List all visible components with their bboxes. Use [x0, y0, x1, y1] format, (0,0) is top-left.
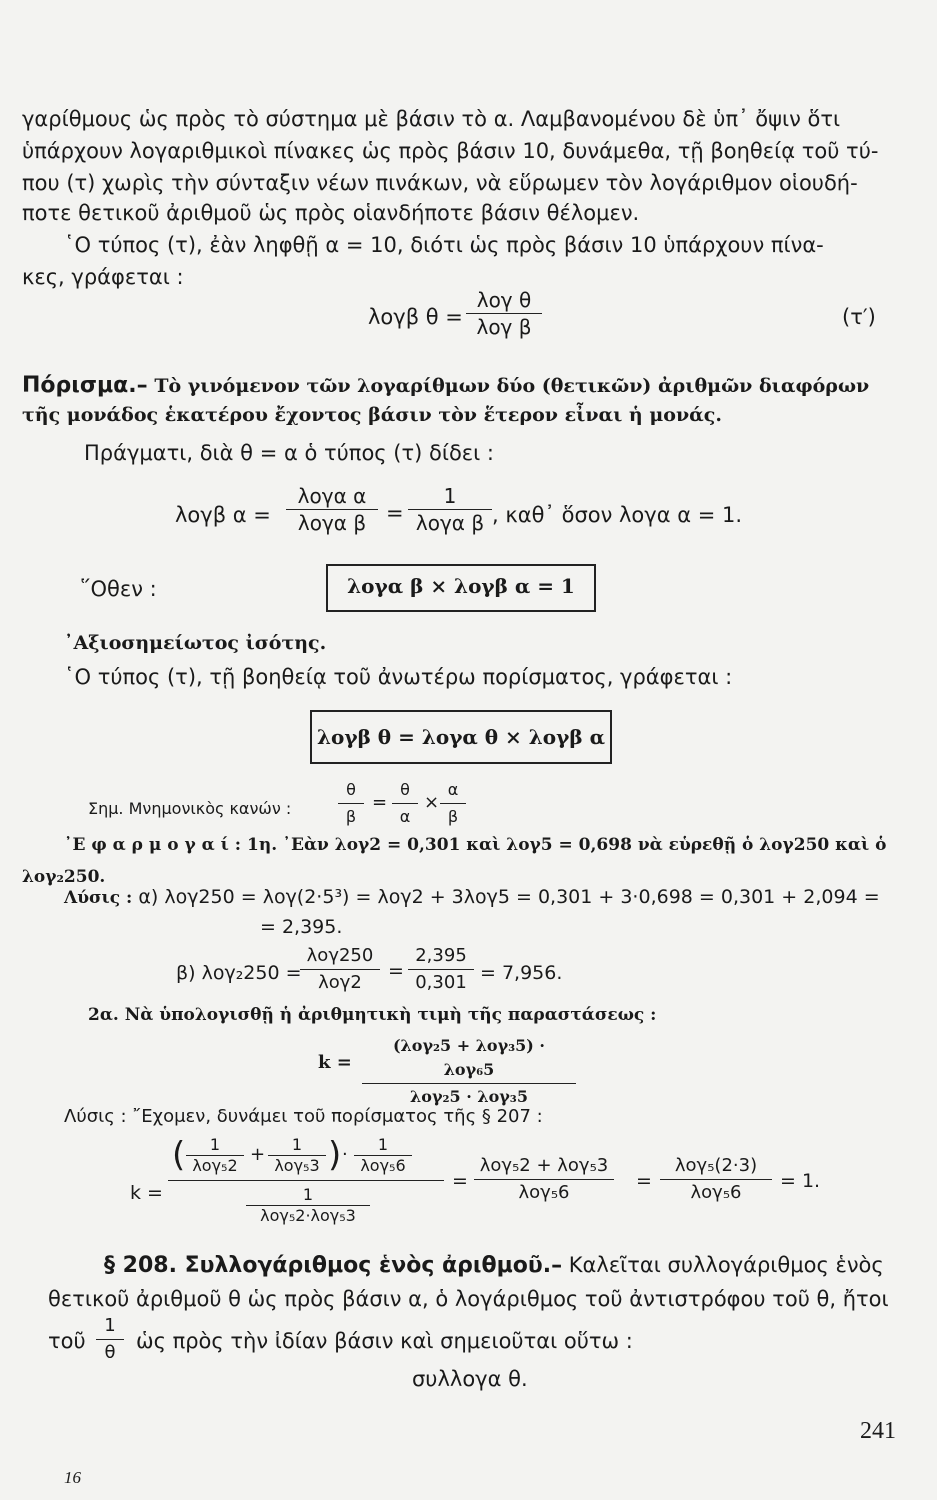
main-fraction-bar	[168, 1180, 444, 1181]
formula-lhs: k =	[318, 1052, 352, 1073]
equals: =	[452, 1170, 468, 1192]
text-line: ῾Ο τύπος (τ), ἐὰν ληφθῇ α = 10, διότι ὡς πρὸς βάσιν 10 ὑπάρχουν πίνα-	[64, 233, 824, 257]
solution-text: α) λογ250 = λογ(2·5³) = λογ2 + 3λογ5 = 0,301 + 3·0,698 = 0,301 + 2,094 =	[138, 886, 880, 908]
text-line: τοῦ	[48, 1329, 86, 1353]
signature-mark: 16	[64, 1468, 81, 1487]
numerator: 1	[268, 1136, 326, 1156]
equals: =	[388, 960, 404, 982]
denominator: λογ₂5 · λογ₃5	[410, 1087, 528, 1106]
fraction	[362, 1034, 576, 1109]
text-line: θετικοῦ ἀριθμοῦ θ ὡς πρὸς βάσιν α, ὁ λογάριθμος τοῦ ἀντιστρόφου τοῦ θ, ἤτοι	[48, 1287, 889, 1311]
numerator: 1	[96, 1314, 124, 1340]
applications-line	[64, 832, 886, 858]
denominator: λογ β	[476, 315, 532, 339]
page-number: 241	[860, 1418, 896, 1444]
solution-text: = 7,956.	[480, 962, 563, 984]
numerator: 1	[246, 1186, 370, 1206]
numerator: (λογ₂5 + λογ₃5) · λογ₆5	[362, 1034, 576, 1084]
numerator: λογ₅2 + λογ₅3	[474, 1154, 614, 1180]
text-line: ῞Οθεν :	[80, 577, 157, 601]
denominator: λογ2	[318, 972, 362, 993]
section-text: Καλεῖται συλλογάριθμος ἑνὸς	[568, 1253, 884, 1277]
section-heading: § 208. Συλλογάριθμος ἑνὸς ἀριθμοῦ.–	[104, 1253, 563, 1278]
paren: )	[328, 1135, 342, 1175]
denominator: λογ₅6	[690, 1182, 742, 1203]
denominator: 0,301	[415, 972, 467, 993]
numerator: 1	[354, 1136, 412, 1156]
text-line: που (τ) χωρὶς τὴν σύνταξιν νέων πινάκων, νὰ εὕρωμεν τὸν λογάριθμον οἱουδή-	[22, 171, 858, 195]
boxed-formula: λογβ θ = λογα θ × λογβ α	[310, 710, 612, 764]
applications-heading: ᾽Ε φ α ρ μ ο γ α ί : 1η.	[64, 835, 278, 855]
denominator: β	[447, 807, 459, 826]
mnemonic-label: Σημ. Μνημονικὸς κανών :	[88, 799, 292, 818]
formula-lhs: k =	[130, 1182, 163, 1204]
times: ×	[424, 792, 440, 813]
result: = 1.	[780, 1170, 821, 1192]
boxed-formula: λογα β × λογβ α = 1	[326, 564, 596, 612]
numerator: α	[440, 778, 466, 804]
numerator: 1	[186, 1136, 244, 1156]
numerator: θ	[338, 778, 364, 804]
denominator: λογ₅2	[192, 1156, 238, 1175]
fraction	[408, 484, 492, 535]
text-line: ὑπάρχουν λογαριθμικοὶ πίνακες ὡς πρὸς βάσιν 10, δυνάμεθα, τῇ βοηθείᾳ τοῦ τύ-	[22, 139, 879, 163]
solution-text: β) λογ₂250 =	[176, 962, 302, 984]
porisma-text: τῆς μονάδος ἑκατέρου ἔχοντος βάσιν τὸν ἕτερον εἶναι ἡ μονάς.	[22, 404, 722, 426]
solution-text: = 2,395.	[260, 916, 343, 938]
example-heading: 2α. Νὰ ὑπολογισθῇ ἡ ἀριθμητικὴ τιμὴ τῆς παραστάσεως :	[88, 1005, 657, 1025]
text-line: ὡς πρὸς τὴν ἰδίαν βάσιν καὶ σημειοῦται οὕτω :	[136, 1329, 633, 1353]
text-line: κες, γράφεται :	[22, 265, 184, 289]
denominator: λογ₅6	[518, 1182, 570, 1203]
solution-line	[64, 884, 880, 911]
paren: (	[172, 1135, 186, 1175]
porisma-line	[22, 372, 869, 399]
porisma-heading: Πόρισμα.–	[22, 373, 148, 398]
section-line	[104, 1252, 884, 1279]
denominator: λογα β	[415, 511, 485, 535]
porisma-text: Τὸ γινόμενον τῶν λογαρίθμων δύο (θετικῶν) ἀριθμῶν διαφόρων	[154, 375, 870, 397]
numerator: 1	[408, 484, 492, 510]
numerator: 2,395	[408, 944, 474, 970]
text-line: ποτε θετικοῦ ἀριθμοῦ ὡς πρὸς οἱανδήποτε βάσιν θέλομεν.	[22, 201, 640, 225]
text-line: Πράγματι, διὰ θ = α ὁ τύπος (τ) δίδει :	[84, 441, 495, 465]
equals: =	[636, 1170, 652, 1192]
denominator: λογα β	[297, 511, 367, 535]
denominator: α	[399, 807, 411, 826]
text-line: ῾Ο τύπος (τ), τῇ βοηθείᾳ τοῦ ἀνωτέρω πορίσματος, γράφεται :	[64, 665, 733, 689]
formula-lhs: λογβ α =	[175, 503, 271, 527]
big-numerator	[168, 1135, 444, 1175]
subheading: ᾽Αξιοσημείωτος ἰσότης.	[64, 632, 327, 654]
equals: =	[372, 792, 388, 813]
fraction	[392, 778, 418, 829]
numerator: λογ₅(2·3)	[660, 1154, 772, 1180]
equals: =	[386, 501, 404, 525]
solution-text: Λύσις : ῎Εχομεν, δυνάμει τοῦ πορίσματος τῆς § 207 :	[64, 1106, 543, 1127]
fraction	[246, 1186, 370, 1225]
fraction	[286, 484, 378, 535]
fraction	[408, 944, 474, 995]
fraction	[96, 1314, 124, 1365]
fraction	[300, 944, 380, 995]
denominator: λογ₅3	[274, 1156, 320, 1175]
fraction	[186, 1136, 244, 1175]
formula: συλλογα θ.	[412, 1367, 528, 1391]
dot: ·	[342, 1144, 348, 1165]
numerator: θ	[392, 778, 418, 804]
fraction	[474, 1154, 614, 1205]
fraction	[338, 778, 364, 829]
formula-tag: (τ′)	[842, 305, 876, 329]
fraction	[440, 778, 466, 829]
denominator: θ	[104, 1342, 116, 1363]
numerator: λογ θ	[466, 288, 542, 314]
fraction	[354, 1136, 412, 1175]
denominator: λογ₅6	[360, 1156, 406, 1175]
fraction	[660, 1154, 772, 1205]
formula-lhs: λογβ θ =	[368, 305, 463, 329]
denominator: λογ₅2·λογ₅3	[260, 1206, 356, 1225]
denominator: β	[345, 807, 357, 826]
fraction	[268, 1136, 326, 1175]
plus: +	[250, 1144, 266, 1165]
solution-label: Λύσις :	[64, 888, 133, 908]
text-line: γαρίθμους ὡς πρὸς τὸ σύστημα μὲ βάσιν τὸ α. Λαμβανομένου δὲ ὑπ᾽ ὄψιν ὅτι	[22, 107, 841, 131]
formula-tail: , καθ᾽ ὅσον λογα α = 1.	[492, 503, 743, 527]
applications-text: ᾽Εὰν λογ2 = 0,301 καὶ λογ5 = 0,698 νὰ εὑρεθῇ ὁ λογ250 καὶ ὁ	[282, 835, 887, 855]
fraction	[466, 288, 542, 339]
numerator: λογα α	[286, 484, 378, 510]
applications-text: λογ₂250.	[22, 867, 106, 887]
numerator: λογ250	[300, 944, 380, 970]
